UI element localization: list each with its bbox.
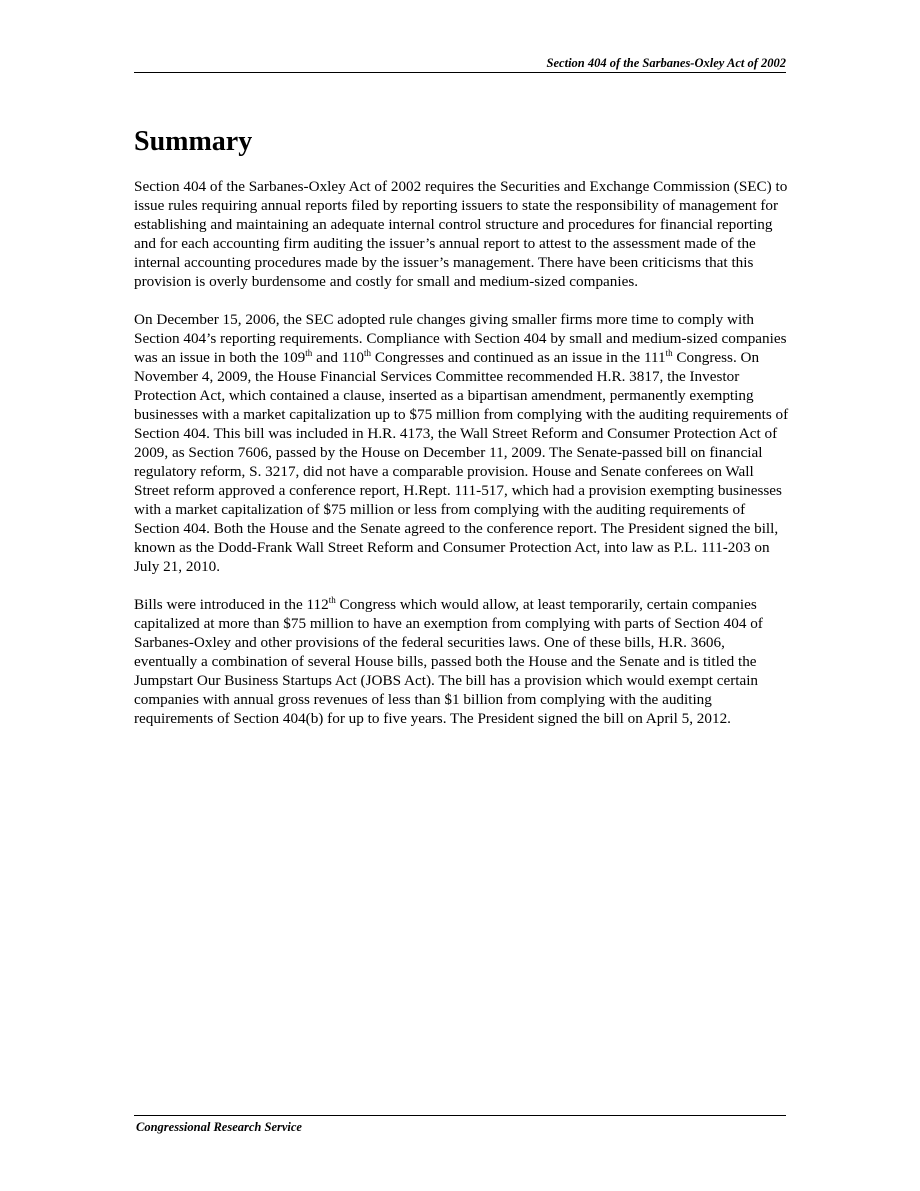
paragraph-3: [134, 595, 789, 728]
paragraph-2-text: Congress. On November 4, 2009, the House Financial Services Committee recommended H.R. 3817, the Investor Protection Act, which contained a clause, inserted as a bipartisan amendment, permanently exempting businesses with a market capitalization up to $75 million from complying with the auditing requirements of Section 404. This bill was included in H.R. 4173, the Wall Street Reform and Consumer Protection Act of 2009, as Section 7606, passed by the House on December 11, 2009. The Senate-passed bill on financial regulatory reform, S. 3217, did not have a comparable provision. House and Senate conferees on Wall Street reform approved a conference report, H.Rept. 111-517, which had a provision exempting businesses with a market capitalization of $75 million or less from complying with the auditing requirements of Section 404. Both the House and the Senate agreed to the conference report. The President signed the bill, known as the Dodd-Frank Wall Street Reform and Consumer Protection Act, into law as P.L. 111-203 on July 21, 2010.: [134, 349, 789, 575]
congress-number: 109: [282, 349, 306, 366]
running-header: Section 404 of the Sarbanes-Oxley Act of 2002: [546, 56, 786, 70]
summary-body: [134, 177, 789, 747]
paragraph-2-text: Congresses and continued as an issue in the: [371, 349, 644, 366]
ordinal-suffix: th: [665, 348, 673, 358]
paragraph-2-text: and: [312, 349, 342, 366]
section-title: Summary: [134, 126, 253, 157]
header-divider: [134, 72, 786, 73]
running-footer: Congressional Research Service: [136, 1120, 302, 1134]
ordinal-suffix: th: [364, 348, 372, 358]
congress-number: 112: [306, 596, 329, 613]
footer-divider: [134, 1115, 786, 1116]
paragraph-2-text: On December 15, 2006, the SEC adopted rule changes giving smaller firms more time to comply with Section 404’s reporting requirements. Compliance with Section 404 by small and medium-sized companies was an issue in both the: [134, 311, 787, 366]
paragraph-1: Section 404 of the Sarbanes-Oxley Act of 2002 requires the Securities and Exchange Commission (SEC) to issue rules requiring annual reports filed by reporting issuers to state the responsibility of management for establishing and maintaining an adequate internal control structure and procedures for financial reporting and for each accounting firm auditing the issuer’s annual report to attest to the assessment made of the internal accounting procedures made by the issuer’s management. There have been criticisms that this provision is overly burdensome and costly for small and medium-sized companies.: [134, 178, 788, 290]
ordinal-suffix: th: [305, 348, 313, 358]
ordinal-suffix: th: [328, 595, 336, 605]
congress-number: 110: [341, 349, 365, 366]
paragraph-3-text: Congress which would allow, at least temporarily, certain companies capitalized at more than $75 million to have an exemption from complying with parts of Section 404 of Sarbanes-Oxley and other provisions of the federal securities laws. One of these bills, H.R. 3606, eventually a combination of several House bills, passed both the House and the Senate and is titled the Jumpstart Our Business Startups Act (JOBS Act). The bill has a provision which would exempt certain companies with annual gross revenues of less than $1 billion from complying with the auditing requirements of Section 404(b) for up to five years. The President signed the bill on April 5, 2012.: [134, 596, 763, 727]
paragraph-3-text: Bills were introduced in the: [134, 596, 307, 613]
congress-number: 111: [643, 349, 666, 366]
paragraph-2: [134, 310, 789, 576]
